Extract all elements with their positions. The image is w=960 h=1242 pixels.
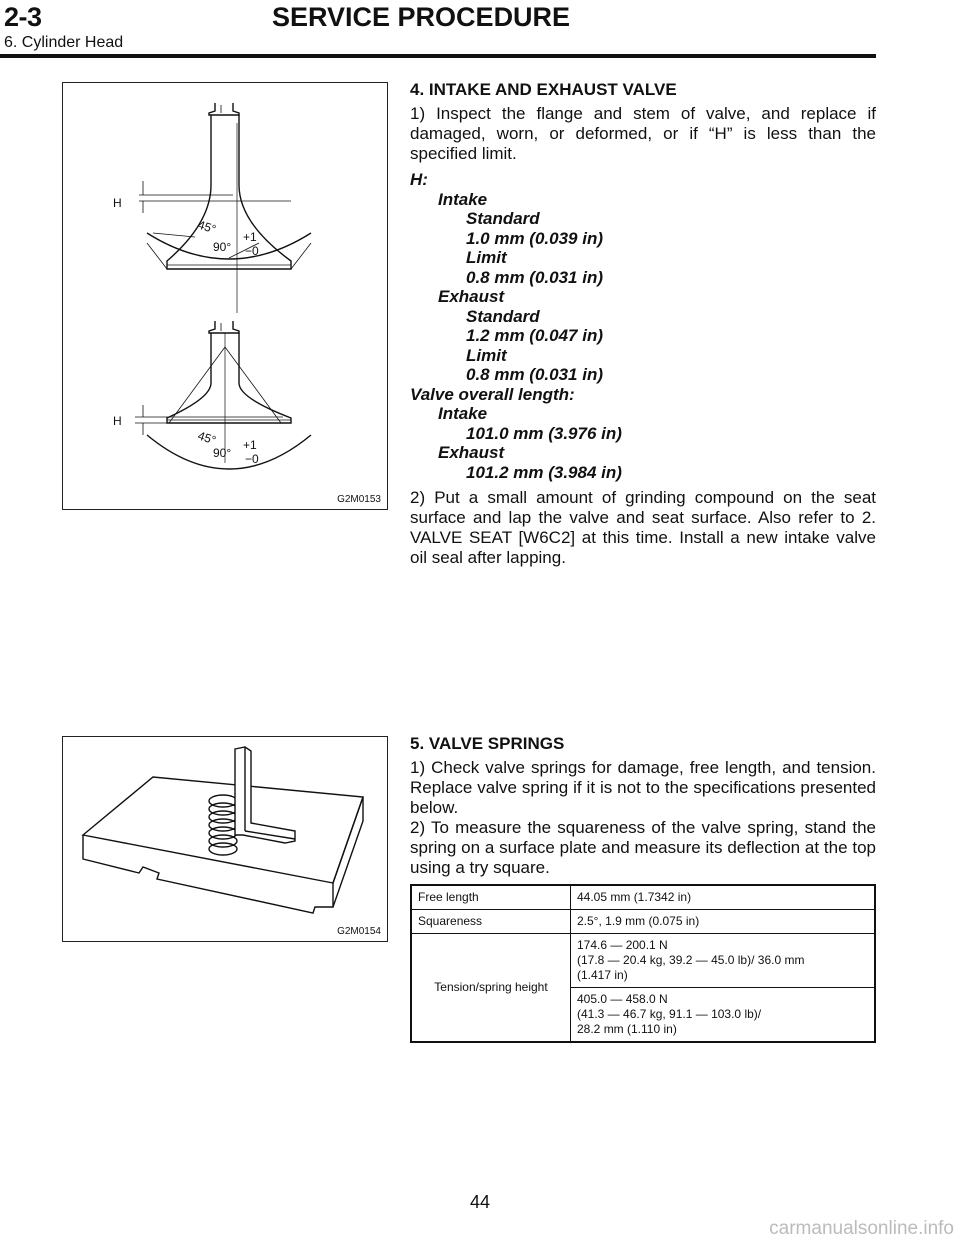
spec-label: Valve overall length:	[410, 384, 575, 404]
page-subtitle: 6. Cylinder Head	[4, 34, 124, 51]
spec-label: Standard	[466, 306, 540, 326]
tolerance-minus-2: −0	[245, 452, 259, 466]
figure-label: G2M0154	[337, 926, 381, 937]
spring-spec-table	[410, 884, 876, 1043]
angle45-label-2: 45°	[196, 428, 218, 448]
table-cell: Tension/spring height	[411, 934, 571, 1043]
table-cell: 44.05 mm (1.7342 in)	[571, 885, 876, 910]
spec-value: 101.2 mm (3.984 in)	[466, 462, 622, 482]
spring-drawing	[63, 737, 387, 941]
angle90-label-2: 90°	[213, 446, 232, 460]
spec-value: 0.8 mm (0.031 in)	[466, 365, 604, 384]
figure-valve-diagram	[62, 82, 388, 510]
cell-line: (1.417 in)	[577, 968, 628, 982]
table-row	[411, 885, 875, 910]
header-rule	[0, 54, 876, 58]
section-intake-exhaust-valve	[410, 80, 876, 574]
cell-line: (17.8 — 20.4 kg, 39.2 — 45.0 lb)/ 36.0 mm	[577, 953, 805, 967]
spec-label: Limit	[466, 345, 507, 365]
spec-value: 1.2 mm (0.047 in)	[466, 326, 604, 345]
tolerance-label-2: +1	[243, 438, 257, 452]
section-number: 2-3	[4, 2, 42, 32]
spec-label: H:	[410, 170, 428, 189]
h-label-1: H	[113, 196, 122, 210]
page-title: SERVICE PROCEDURE	[272, 2, 571, 32]
spec-block	[410, 170, 876, 482]
section-heading: 5. VALVE SPRINGS	[410, 734, 565, 753]
figure-spring-diagram	[62, 736, 388, 942]
cell-line: (41.3 — 46.7 kg, 91.1 — 103.0 lb)/	[577, 1007, 762, 1021]
section-heading: 4. INTAKE AND EXHAUST VALVE	[410, 80, 677, 99]
cell-line: 174.6 — 200.1 N	[577, 938, 668, 952]
spec-label: Exhaust	[438, 287, 505, 306]
table-cell: Squareness	[411, 910, 571, 934]
tolerance-label-1: +1	[243, 230, 257, 244]
spec-value: 1.0 mm (0.039 in)	[466, 228, 604, 248]
spec-label: Intake	[438, 404, 488, 423]
spec-value: 0.8 mm (0.031 in)	[466, 267, 604, 287]
spec-label: Intake	[438, 189, 488, 209]
paragraph: 2) Put a small amount of grinding compound on the seat surface and lap the valve and seat surface. Also refer to 2. VALVE SEAT [W6C2] at this time. Install a new intake valve oil seal after lapping.	[410, 488, 876, 567]
paragraph: 2) To measure the squareness of the valve spring, stand the spring on a surface plate and measure its deflection at the top using a try square.	[410, 818, 876, 877]
h-label-2: H	[113, 414, 122, 428]
table-cell	[571, 934, 876, 988]
cell-line: 28.2 mm (1.110 in)	[577, 1022, 677, 1036]
cell-line: 405.0 — 458.0 N	[577, 992, 668, 1006]
table-cell: Free length	[411, 885, 571, 910]
paragraph: 1) Check valve springs for damage, free length, and tension. Replace valve spring if it is not to the specifications presented below.	[410, 758, 876, 817]
figure-label: G2M0153	[337, 494, 381, 505]
watermark: carmanualsonline.info	[769, 1218, 954, 1239]
section-valve-springs	[410, 734, 876, 1043]
table-cell: 2.5°, 1.9 mm (0.075 in)	[571, 910, 876, 934]
spec-value: 101.0 mm (3.976 in)	[466, 423, 622, 443]
paragraph: 1) Inspect the flange and stem of valve, and replace if damaged, worn, or deformed, or if “H” is less than the specified limit.	[410, 104, 876, 163]
valve-drawing	[63, 83, 387, 509]
spec-label: Standard	[466, 209, 540, 228]
spec-label: Exhaust	[438, 443, 505, 462]
angle45-label-1: 45°	[196, 217, 218, 237]
tolerance-minus-1: −0	[245, 244, 259, 258]
spec-label: Limit	[466, 248, 507, 267]
table-cell	[571, 988, 876, 1043]
table-row	[411, 934, 875, 988]
page-number: 44	[469, 1192, 491, 1212]
table-row	[411, 910, 875, 934]
angle90-label-1: 90°	[213, 240, 232, 254]
